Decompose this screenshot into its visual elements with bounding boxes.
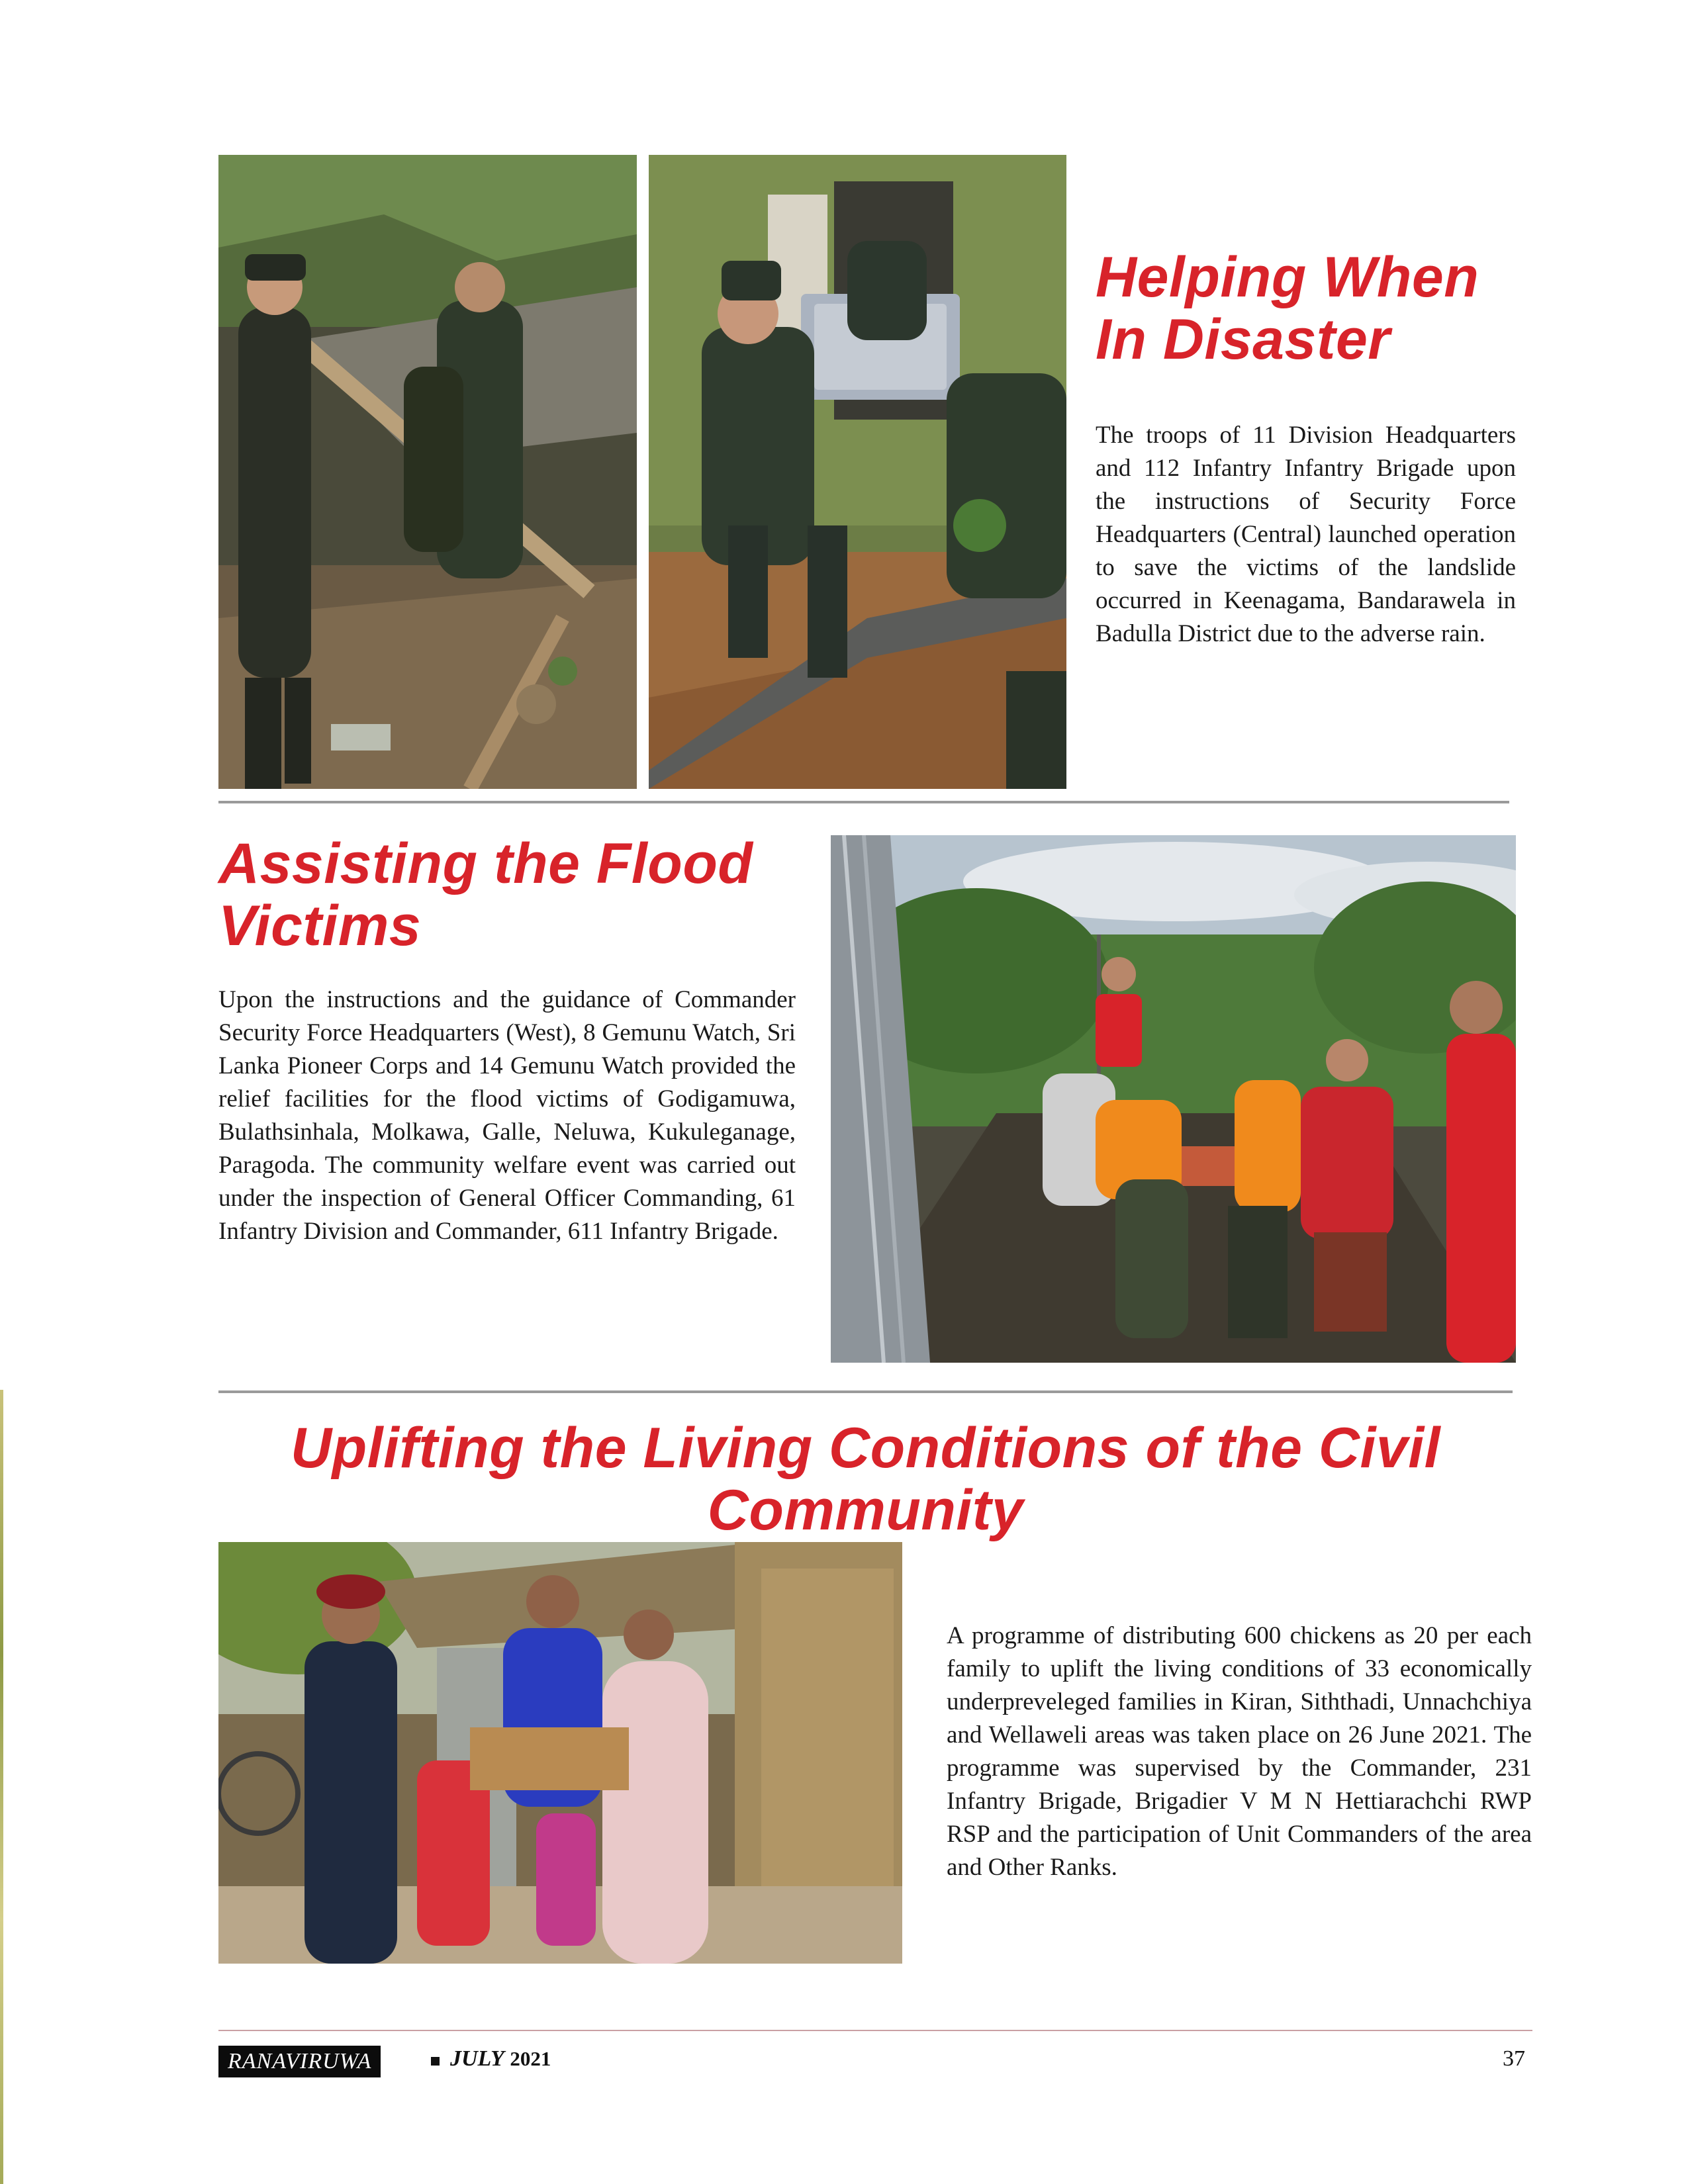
section1-title-line2: In Disaster bbox=[1096, 308, 1391, 371]
section3-title-line2: Community bbox=[707, 1479, 1024, 1542]
publication-name: RANAVIRUWA bbox=[218, 2046, 381, 2077]
page-edge-strip bbox=[0, 1390, 3, 2184]
section-divider-1 bbox=[218, 801, 1509, 803]
appliance-carry-photo bbox=[649, 155, 1066, 789]
footer-bullet bbox=[431, 2057, 440, 2066]
section2-title-line2: Victims bbox=[218, 894, 422, 958]
section-divider-2 bbox=[218, 1390, 1513, 1393]
chicken-distribution-photo bbox=[218, 1542, 902, 1964]
page-number: 37 bbox=[1503, 2046, 1525, 2071]
flood-relief-photo bbox=[831, 835, 1516, 1363]
footer-date bbox=[450, 2046, 551, 2071]
section1-title bbox=[1096, 246, 1479, 371]
section2-title bbox=[218, 833, 753, 957]
section2-title-line1: Assisting the Flood bbox=[218, 832, 753, 895]
section3-title-line1: Uplifting the Living Conditions of the Civil bbox=[290, 1416, 1441, 1480]
section3-title bbox=[218, 1417, 1513, 1541]
section1-body: The troops of 11 Division Headquarters and 112 Infantry Infantry Brigade upon the instructions of Security Force Headquarters (Central) launched operation to save the victims of the landslide occurred in Keenagama, Bandarawela in Badulla District due to the adverse rain. bbox=[1096, 422, 1516, 647]
section3-body: A programme of distributing 600 chickens as 20 per each family to uplift the living conditions of 33 economically underpreveleged families in Kiran, Siththadi, Unnachchiya and Wellaweli areas was taken place on 26 June 2021. The programme was supervised by the Commander, 231 Infantry Brigade, Brigadier V M N Hettiarachchi RWP RSP and the participation of Unit Commanders of the area and Other Ranks. bbox=[947, 1622, 1532, 1881]
footer-year: 2021 bbox=[510, 2047, 551, 2070]
landslide-rescue-photo bbox=[218, 155, 637, 789]
section2-body: Upon the instructions and the guidance of Commander Security Force Headquarters (West), 8 Gemunu Watch, Sri Lanka Pioneer Corps and 14 Gemunu Watch provided the relief facilities for the flood victims of Godigamuwa, Bulathsinhala, Molkawa, Galle, Neluwa, Kukuleganage, Paragoda. The community welfare event was carried out under the inspection of General Officer Commanding, 61 Infantry Division and Commander, 611 Infantry Brigade. bbox=[218, 986, 796, 1245]
section1-title-line1: Helping When bbox=[1096, 246, 1479, 309]
footer-month: JULY bbox=[450, 2046, 504, 2071]
footer-rule bbox=[218, 2030, 1532, 2031]
